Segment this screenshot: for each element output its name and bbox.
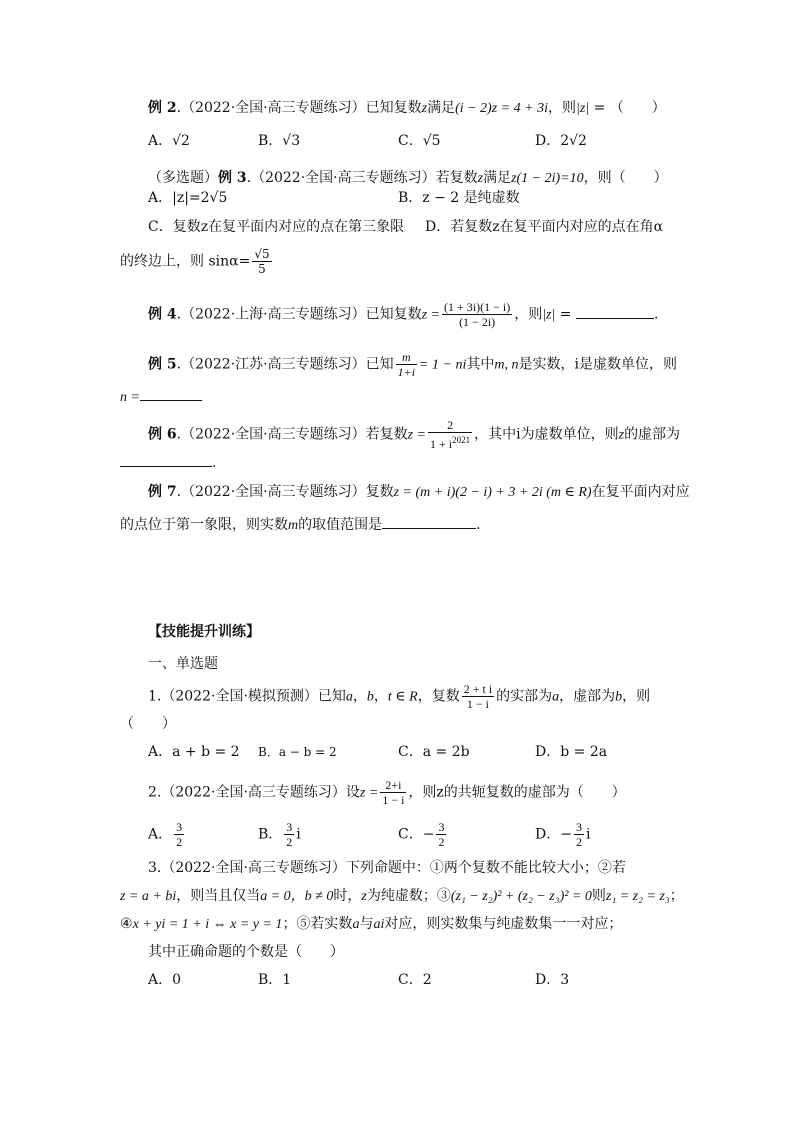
- option-d-continued: [120, 247, 274, 276]
- example-3-question: （多选题）例 3.（2022·全国·高三专题练习）若复数z满足z(1 − 2i)=10，则（ ）: [148, 170, 668, 186]
- answer-blank[interactable]: [382, 514, 476, 529]
- answer-blank[interactable]: [120, 452, 212, 467]
- question-text: 其中: [466, 356, 495, 373]
- math-abs: |z|: [542, 307, 556, 323]
- option-c: C．2: [398, 972, 432, 988]
- question-text: 满足: [427, 100, 456, 116]
- fraction: $\frac{\text{2 + t i}}{1 - i}$: [463, 682, 493, 711]
- fraction: $\frac{3}{2}$: [176, 820, 183, 849]
- fraction: $\frac{3}{2}$: [575, 820, 582, 849]
- option-c: C．复数z在复平面内对应的点在第三象限: [148, 219, 405, 235]
- question-text: 在复平面内对应: [591, 484, 690, 500]
- question-number: 3: [148, 860, 157, 876]
- question-number: 2: [148, 784, 157, 801]
- option-b: B．z − 2 是纯虚数: [398, 190, 520, 206]
- option-a: A．0: [148, 972, 182, 988]
- section-title: 【技能提升训练】: [148, 624, 260, 640]
- math-expression: = 1 − ni: [419, 357, 467, 373]
- example-label: 例 5: [148, 356, 177, 373]
- question-source: .（2022·全国·模拟预测）已知: [156, 688, 346, 705]
- fraction: $\frac{2}{1 + i^{2021}}$: [430, 418, 471, 451]
- answer-blank[interactable]: [140, 386, 202, 401]
- math-expression: z = (m + i)(2 − i) + 3 + 2i (m ∈ R): [393, 485, 592, 500]
- fraction: $\frac{3}{2}$: [438, 820, 445, 849]
- question-text: ，虚部为: [559, 688, 616, 705]
- option-d: D．2√2: [535, 133, 587, 149]
- math-expression: z =: [359, 785, 379, 801]
- question-text: ，复数: [417, 688, 460, 705]
- question-text: ，其中i为虚数单位，则: [474, 426, 619, 443]
- math-variables: m, n: [494, 357, 519, 373]
- example-7-answer-line: 的点位于第一象限，则实数m的取值范围是 .: [120, 514, 481, 536]
- math-expression: n =: [120, 390, 140, 405]
- question-text: 满足: [483, 170, 512, 186]
- question-text: 的取值范围是: [298, 517, 383, 533]
- question-text: = （ ）: [589, 100, 666, 116]
- question-source: .（2022·全国·高三专题练习）复数: [176, 484, 394, 500]
- question-source: .（2022·全国·高三专题练习）下列命题中：①两个复数不能比较大小；②若: [156, 860, 626, 876]
- option-d: D．b = 2a: [535, 744, 608, 760]
- question-source: .（2022·全国·高三专题练习）已知复数: [176, 100, 422, 116]
- question-text: ，则z的共轭复数的虚部为（ ）: [408, 784, 626, 801]
- example-label: 例 2: [148, 100, 177, 116]
- fraction: $\frac{√5}{5}$: [254, 247, 270, 276]
- option-b: B． $\frac{3}{2}$ i: [258, 820, 301, 849]
- question-text: 的点位于第一象限，则实数: [120, 517, 288, 533]
- option-a: A．a + b = 2: [148, 744, 240, 760]
- question-1-paren: （ ）: [120, 716, 176, 732]
- option-c: C．a = 2b: [398, 744, 470, 760]
- example-label: 例 4: [148, 306, 177, 323]
- example-4-question: 例 4.（2022·上海·高三专题练习）已知复数z = $\frac{(1 + 3i)(1 - i)}{(1 - 2i)}$ ，则|z| = .: [148, 300, 659, 329]
- math-expression: z =: [421, 307, 441, 323]
- question-3-line-3: ④x + yi = 1 + i ⇔ x = y = 1；⑤若实数a与ai对应，则实数集与纯虚数集一一对应；: [120, 916, 623, 932]
- option-b: B．a − b = 2: [258, 745, 337, 759]
- math-expression: z(1 − 2i)=10: [511, 171, 584, 186]
- option-a: A． $\frac{3}{2}$: [148, 820, 183, 849]
- example-6-answer-line: .: [120, 452, 216, 473]
- question-text: 的实部为: [496, 688, 553, 705]
- question-source: .（2022·江苏·高三专题练习）已知: [176, 356, 394, 373]
- option-a: A．√2: [148, 133, 190, 149]
- math-abs: |z|: [575, 101, 590, 116]
- fraction: $\frac{m}{1+i}$: [397, 350, 416, 379]
- question-text: =: [555, 306, 576, 323]
- answer-blank[interactable]: [576, 304, 654, 319]
- question-1: 1.（2022·全国·模拟预测）已知a，b，t ∈ R，复数 $\frac{\text{2 + t i}}{1 - i}$ 的实部为a，虚部为b，则: [148, 682, 651, 711]
- question-3: [148, 858, 626, 878]
- question-source: .（2022·上海·高三专题练习）已知复数: [176, 306, 422, 323]
- math-variable: z: [618, 427, 625, 443]
- question-text: ，则（ ）: [583, 170, 668, 186]
- option-d: D．− $\frac{3}{2}$ i: [535, 820, 591, 849]
- fraction: $\frac{3}{2}$: [286, 820, 293, 849]
- option-b: B．1: [258, 972, 292, 988]
- option-b: B．√3: [258, 133, 301, 149]
- example-6-question: [148, 418, 680, 451]
- example-5-question: [148, 350, 677, 379]
- question-text: ，则: [514, 306, 543, 323]
- fraction: $\frac{(1 + 3i)(1 - i)}{(1 - 2i)}$: [444, 300, 511, 329]
- fraction: $\frac{2+i}{1 - i}$: [382, 778, 405, 807]
- section-subtitle: 一、单选题: [148, 656, 218, 672]
- question-source: .（2022·全国·高三专题练习）设: [156, 784, 360, 801]
- math-expression: t ∈ R: [387, 689, 418, 705]
- math-expression: z =: [407, 427, 427, 443]
- question-source: .（2022·全国·高三专题练习）若复数: [246, 170, 478, 186]
- question-3-line-2: z = a + bi，则当且仅当a = 0，b ≠ 0时，z为纯虚数；③(z₁ − z₂)² + (z₂ − z₃)² = 0则z₁ = z₂ = z₃；: [120, 888, 684, 904]
- question-text: 的终边上，则 sinα=: [120, 253, 251, 270]
- question-3-line-4: 其中正确命题的个数是（ ）: [148, 944, 344, 960]
- math-expression: (i − 2)z = 4 + 3i: [455, 101, 548, 116]
- question-text: ，则: [622, 688, 651, 705]
- question-number: 1: [148, 688, 157, 705]
- example-5-answer-line: [120, 386, 202, 408]
- question-type: （多选题）: [148, 170, 218, 186]
- question-text: ，则: [547, 100, 576, 116]
- option-a: A．|z|=2√5: [148, 190, 228, 206]
- math-variable: m: [288, 518, 299, 533]
- example-label: 例 6: [148, 426, 177, 443]
- question-text: 的虚部为: [624, 426, 681, 443]
- option-c: C．√5: [398, 133, 441, 149]
- example-7-question: [148, 482, 690, 503]
- example-2-question: 例 2.（2022·全国·高三专题练习）已知复数z满足(i − 2)z = 4 + 3i，则|z| = （ ）: [148, 100, 666, 116]
- question-2: [148, 778, 626, 807]
- option-c: C．− $\frac{3}{2}$: [398, 820, 445, 849]
- option-d: D．3: [535, 972, 570, 988]
- example-label: 例 7: [148, 484, 177, 500]
- option-d: D．若复数z在复平面内对应的点在角α: [425, 219, 664, 235]
- question-source: .（2022·全国·高三专题练习）若复数: [176, 426, 408, 443]
- example-label: 例 3: [218, 170, 247, 186]
- question-text: 是实数，i是虚数单位，则: [518, 356, 677, 373]
